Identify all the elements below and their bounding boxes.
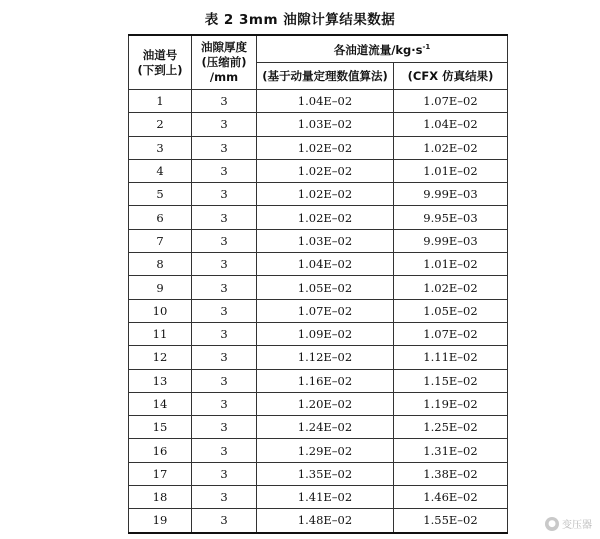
cell-gap-thickness: 3	[192, 90, 257, 113]
cell-channel-number: 8	[129, 253, 192, 276]
header-gap-thickness-sub: (压缩前)	[201, 55, 247, 69]
cell-channel-number: 6	[129, 206, 192, 229]
cell-cfx-flow: 1.19E–02	[394, 392, 508, 415]
cell-numerical-flow: 1.09E–02	[257, 322, 394, 345]
cell-numerical-flow: 1.05E–02	[257, 276, 394, 299]
table-container	[128, 34, 508, 534]
cell-cfx-flow: 1.01E–02	[394, 253, 508, 276]
cell-cfx-flow: 1.31E–02	[394, 439, 508, 462]
header-flow-group	[257, 35, 508, 63]
table-row	[129, 392, 508, 415]
table-body	[129, 90, 508, 533]
cell-cfx-flow: 1.07E–02	[394, 90, 508, 113]
table-row	[129, 136, 508, 159]
cell-numerical-flow: 1.02E–02	[257, 183, 394, 206]
table-row	[129, 183, 508, 206]
cell-channel-number: 7	[129, 229, 192, 252]
cell-channel-number: 10	[129, 299, 192, 322]
header-gap-thickness	[192, 35, 257, 90]
header-cfx-result: (CFX 仿真结果)	[394, 63, 508, 90]
cell-gap-thickness: 3	[192, 183, 257, 206]
cell-channel-number: 14	[129, 392, 192, 415]
cell-cfx-flow: 1.02E–02	[394, 276, 508, 299]
cell-cfx-flow: 1.05E–02	[394, 299, 508, 322]
header-gap-thickness-label: 油隙厚度	[201, 40, 247, 54]
watermark-text: 变压器	[562, 520, 592, 531]
table-row	[129, 159, 508, 182]
cell-cfx-flow: 1.25E–02	[394, 416, 508, 439]
header-gap-thickness-unit: /mm	[209, 70, 239, 84]
cell-channel-number: 2	[129, 113, 192, 136]
cell-channel-number: 12	[129, 346, 192, 369]
table-row	[129, 299, 508, 322]
cell-channel-number: 11	[129, 322, 192, 345]
cell-numerical-flow: 1.41E–02	[257, 486, 394, 509]
cell-channel-number: 16	[129, 439, 192, 462]
cell-channel-number: 19	[129, 509, 192, 533]
cell-cfx-flow: 9.99E–03	[394, 229, 508, 252]
table-row	[129, 416, 508, 439]
cell-numerical-flow: 1.03E–02	[257, 113, 394, 136]
cell-cfx-flow: 1.55E–02	[394, 509, 508, 533]
cell-gap-thickness: 3	[192, 369, 257, 392]
cell-numerical-flow: 1.04E–02	[257, 90, 394, 113]
watermark	[545, 516, 592, 531]
cell-gap-thickness: 3	[192, 509, 257, 533]
cell-numerical-flow: 1.03E–02	[257, 229, 394, 252]
cell-channel-number: 17	[129, 462, 192, 485]
cell-channel-number: 3	[129, 136, 192, 159]
table-row	[129, 113, 508, 136]
cell-gap-thickness: 3	[192, 462, 257, 485]
cell-gap-thickness: 3	[192, 299, 257, 322]
header-oil-channel-sub: (下到上)	[137, 62, 183, 77]
cell-numerical-flow: 1.02E–02	[257, 159, 394, 182]
cell-numerical-flow: 1.12E–02	[257, 346, 394, 369]
table-row	[129, 229, 508, 252]
cell-numerical-flow: 1.02E–02	[257, 206, 394, 229]
table-row	[129, 439, 508, 462]
header-numerical-method: (基于动量定理数值算法)	[257, 63, 394, 90]
header-flow-group-exponent: -1	[422, 43, 431, 52]
cell-gap-thickness: 3	[192, 136, 257, 159]
cell-numerical-flow: 1.16E–02	[257, 369, 394, 392]
cell-channel-number: 5	[129, 183, 192, 206]
table-row	[129, 509, 508, 533]
cell-cfx-flow: 1.38E–02	[394, 462, 508, 485]
cell-gap-thickness: 3	[192, 276, 257, 299]
oil-gap-results-table	[128, 34, 508, 534]
cell-numerical-flow: 1.02E–02	[257, 136, 394, 159]
cell-cfx-flow: 1.46E–02	[394, 486, 508, 509]
cell-gap-thickness: 3	[192, 159, 257, 182]
cell-gap-thickness: 3	[192, 346, 257, 369]
cell-numerical-flow: 1.29E–02	[257, 439, 394, 462]
cell-channel-number: 13	[129, 369, 192, 392]
cell-cfx-flow: 1.07E–02	[394, 322, 508, 345]
table-row	[129, 369, 508, 392]
cell-cfx-flow: 9.99E–03	[394, 183, 508, 206]
wechat-icon: ●	[545, 517, 559, 531]
cell-numerical-flow: 1.35E–02	[257, 462, 394, 485]
cell-channel-number: 15	[129, 416, 192, 439]
cell-gap-thickness: 3	[192, 322, 257, 345]
cell-channel-number: 9	[129, 276, 192, 299]
cell-cfx-flow: 1.02E–02	[394, 136, 508, 159]
cell-gap-thickness: 3	[192, 486, 257, 509]
cell-gap-thickness: 3	[192, 439, 257, 462]
header-flow-group-label: 各油道流量/kg·s	[333, 42, 423, 57]
cell-numerical-flow: 1.20E–02	[257, 392, 394, 415]
cell-gap-thickness: 3	[192, 206, 257, 229]
table-row	[129, 346, 508, 369]
table-row	[129, 276, 508, 299]
header-oil-channel	[129, 35, 192, 90]
cell-numerical-flow: 1.07E–02	[257, 299, 394, 322]
table-row	[129, 322, 508, 345]
table-title: 表 2 3mm 油隙计算结果数据	[204, 12, 396, 28]
cell-cfx-flow: 1.15E–02	[394, 369, 508, 392]
table-row	[129, 486, 508, 509]
header-oil-channel-label: 油道号	[142, 47, 178, 62]
cell-cfx-flow: 1.04E–02	[394, 113, 508, 136]
cell-channel-number: 4	[129, 159, 192, 182]
cell-gap-thickness: 3	[192, 253, 257, 276]
table-row	[129, 90, 508, 113]
cell-channel-number: 18	[129, 486, 192, 509]
cell-gap-thickness: 3	[192, 113, 257, 136]
table-row	[129, 462, 508, 485]
cell-channel-number: 1	[129, 90, 192, 113]
cell-cfx-flow: 1.01E–02	[394, 159, 508, 182]
cell-numerical-flow: 1.48E–02	[257, 509, 394, 533]
cell-gap-thickness: 3	[192, 392, 257, 415]
cell-gap-thickness: 3	[192, 229, 257, 252]
cell-cfx-flow: 1.11E–02	[394, 346, 508, 369]
cell-gap-thickness: 3	[192, 416, 257, 439]
table-row	[129, 206, 508, 229]
cell-cfx-flow: 9.95E–03	[394, 206, 508, 229]
cell-numerical-flow: 1.04E–02	[257, 253, 394, 276]
cell-numerical-flow: 1.24E–02	[257, 416, 394, 439]
table-row	[129, 253, 508, 276]
